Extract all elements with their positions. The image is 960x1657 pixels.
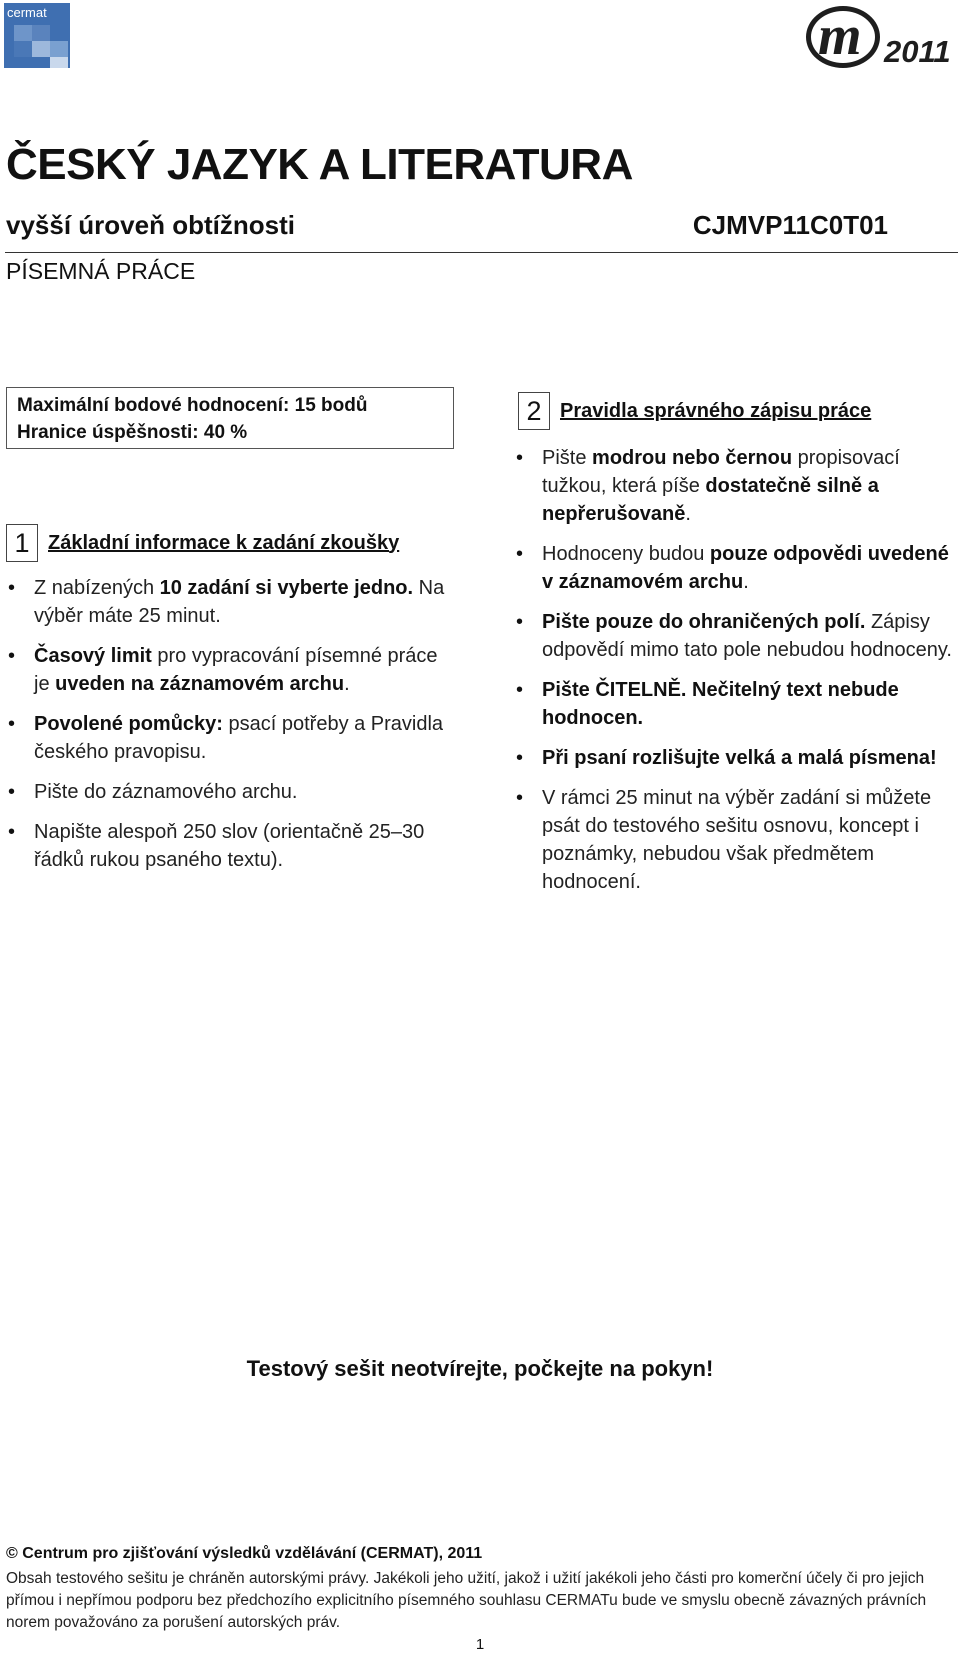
section-1-title: Základní informace k zadání zkoušky xyxy=(48,531,400,554)
section-1-heading xyxy=(6,524,399,562)
difficulty-level: vyšší úroveň obtížnosti xyxy=(6,210,295,240)
list-item: • Hodnoceny budou pouze odpovědi uvedené v záznamovém archu. xyxy=(514,540,954,596)
maturita-logo xyxy=(800,4,958,74)
section-2-number: 2 xyxy=(518,392,550,430)
section-1-list xyxy=(6,574,446,886)
list-item: • Při psaní rozlišujte velká a malá písmena! xyxy=(514,744,954,772)
section-2-list xyxy=(514,444,954,908)
exam-part: PÍSEMNÁ PRÁCE xyxy=(6,258,196,284)
do-not-open-notice: Testový sešit neotvírejte, počkejte na pokyn! xyxy=(246,1356,714,1381)
list-item: • Časový limit pro vypracování písemné práce je uveden na záznamovém archu. xyxy=(6,642,446,698)
list-item: • Pište ČITELNĚ. Nečitelný text nebude hodnocen. xyxy=(514,676,954,732)
section-2-title: Pravidla správného zápisu práce xyxy=(560,399,872,422)
copyright-notice: Obsah testového sešitu je chráněn autorskými právy. Jakékoli jeho užití, jakož i užití jakékoli jeho části pro komerční účely či pro jejich přímou i nepřímou podporu bez předchozího explicitního písemného souhlasu CERMATu bude ve smyslu obecně závazných právních norem považováno za porušení autorských práv. xyxy=(6,1570,927,1631)
copyright-line: © Centrum pro zjišťování výsledků vzdělávání (CERMAT), 2011 xyxy=(6,1545,483,1562)
header-divider xyxy=(5,252,958,253)
cermat-logo xyxy=(4,3,70,68)
max-points: Maximální bodové hodnocení: 15 bodů xyxy=(17,395,368,416)
list-item: • Povolené pomůcky: psací potřeby a Pravidla českého pravopisu. xyxy=(6,710,446,766)
test-code: CJMVP11C0T01 xyxy=(692,210,888,240)
maturita-logo-year: 2011 xyxy=(884,34,951,69)
success-threshold: Hranice úspěšnosti: 40 % xyxy=(17,422,248,443)
list-item: • V rámci 25 minut na výběr zadání si můžete psát do testového sešitu osnovu, koncept i poznámky, nebudou však předmětem hodnocení. xyxy=(514,784,954,896)
list-item: • Pište pouze do ohraničených polí. Zápisy odpovědí mimo tato pole nebudou hodnoceny. xyxy=(514,608,954,664)
cermat-logo-text: cermat xyxy=(7,5,47,20)
list-item: • Pište do záznamového archu. xyxy=(6,778,446,806)
section-2-heading xyxy=(518,392,871,430)
page-title: ČESKÝ JAZYK A LITERATURA xyxy=(6,140,633,189)
list-item: • Z nabízených 10 zadání si vyberte jedno. Na výběr máte 25 minut. xyxy=(6,574,446,630)
list-item: • Napište alespoň 250 slov (orientačně 25–30 řádků rukou psaného textu). xyxy=(6,818,446,874)
maturita-logo-mark: m xyxy=(818,5,862,67)
page-number: 1 xyxy=(475,1636,485,1653)
section-1-number: 1 xyxy=(6,524,38,562)
list-item: • Pište modrou nebo černou propisovací tužkou, která píše dostatečně silně a nepřerušovaně. xyxy=(514,444,954,528)
scoring-box xyxy=(6,387,454,449)
